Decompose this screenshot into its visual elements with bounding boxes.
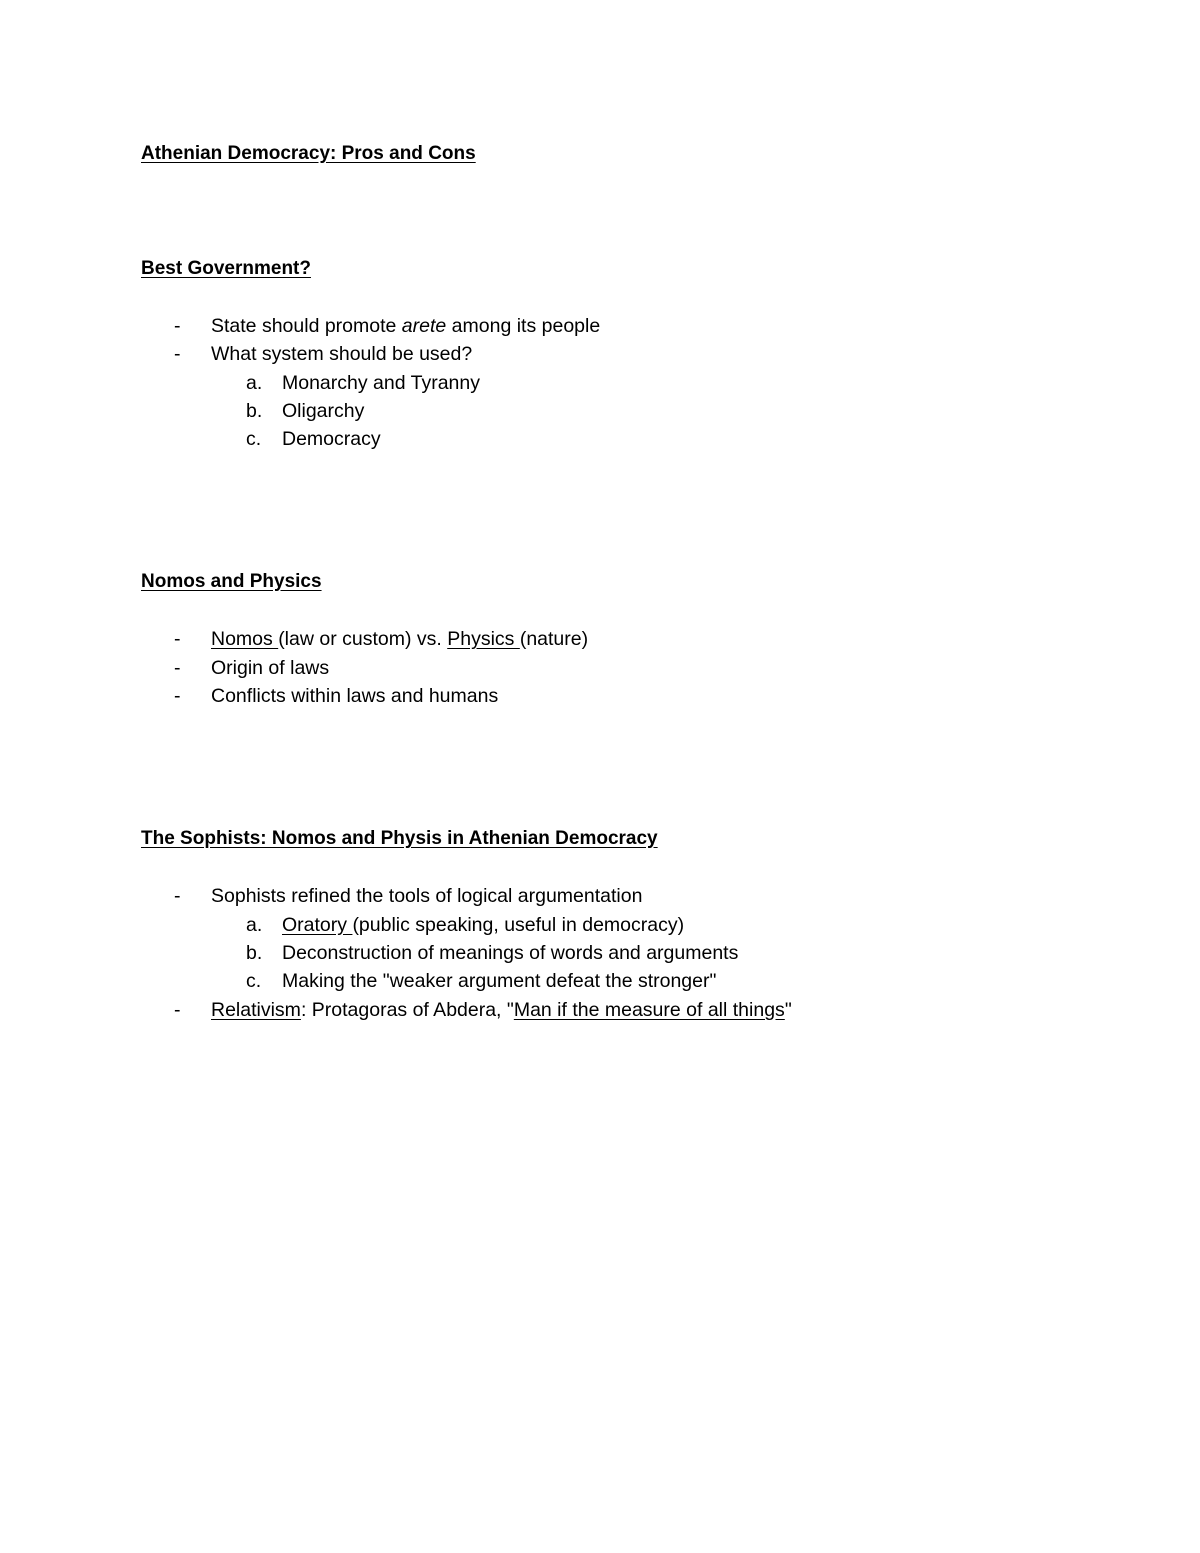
section-heading-nomos-physics: Nomos and Physics xyxy=(141,571,322,592)
emphasis-arete: arete xyxy=(401,315,447,337)
list-item: Nomos (law or custom) vs. Physics (nature) xyxy=(211,628,589,650)
list-item: State should promote arete among its people xyxy=(211,315,601,337)
document-title: Athenian Democracy: Pros and Cons xyxy=(141,143,476,164)
quote-protagoras: Man if the measure of all things xyxy=(513,999,785,1021)
list-item: Origin of laws xyxy=(211,657,330,679)
list-item: Relativism: Protagoras of Abdera, "Man if the measure of all things" xyxy=(211,999,792,1021)
bullet-dash: - xyxy=(174,315,181,337)
sublist-item: Deconstruction of meanings of words and arguments xyxy=(282,942,739,964)
sublist-marker: b. xyxy=(246,942,263,964)
term-physics: Physics xyxy=(447,628,520,650)
bullet-dash: - xyxy=(174,657,181,679)
sublist-marker: c. xyxy=(246,428,262,450)
term-nomos: Nomos xyxy=(211,628,279,650)
list-item: Sophists refined the tools of logical argumentation xyxy=(211,885,643,907)
list-item: What system should be used? xyxy=(211,343,473,365)
sublist-item: Making the "weaker argument defeat the stronger" xyxy=(282,970,717,992)
sublist-item: Oligarchy xyxy=(282,400,365,422)
sublist-item: Monarchy and Tyranny xyxy=(282,372,480,394)
term-oratory: Oratory xyxy=(282,914,353,936)
sublist-marker: b. xyxy=(246,400,263,422)
sublist-marker: a. xyxy=(246,372,263,394)
sublist-item: Democracy xyxy=(282,428,381,450)
section-heading-best-government: Best Government? xyxy=(141,258,311,279)
term-relativism: Relativism xyxy=(211,999,301,1021)
sublist-marker: a. xyxy=(246,914,263,936)
bullet-dash: - xyxy=(174,999,181,1021)
sublist-marker: c. xyxy=(246,970,262,992)
bullet-dash: - xyxy=(174,885,181,907)
list-item: Conflicts within laws and humans xyxy=(211,685,499,707)
bullet-dash: - xyxy=(174,628,181,650)
bullet-dash: - xyxy=(174,685,181,707)
section-heading-sophists: The Sophists: Nomos and Physis in Athenian Democracy xyxy=(141,828,658,849)
bullet-dash: - xyxy=(174,343,181,365)
sublist-item: Oratory (public speaking, useful in democracy) xyxy=(282,914,685,936)
